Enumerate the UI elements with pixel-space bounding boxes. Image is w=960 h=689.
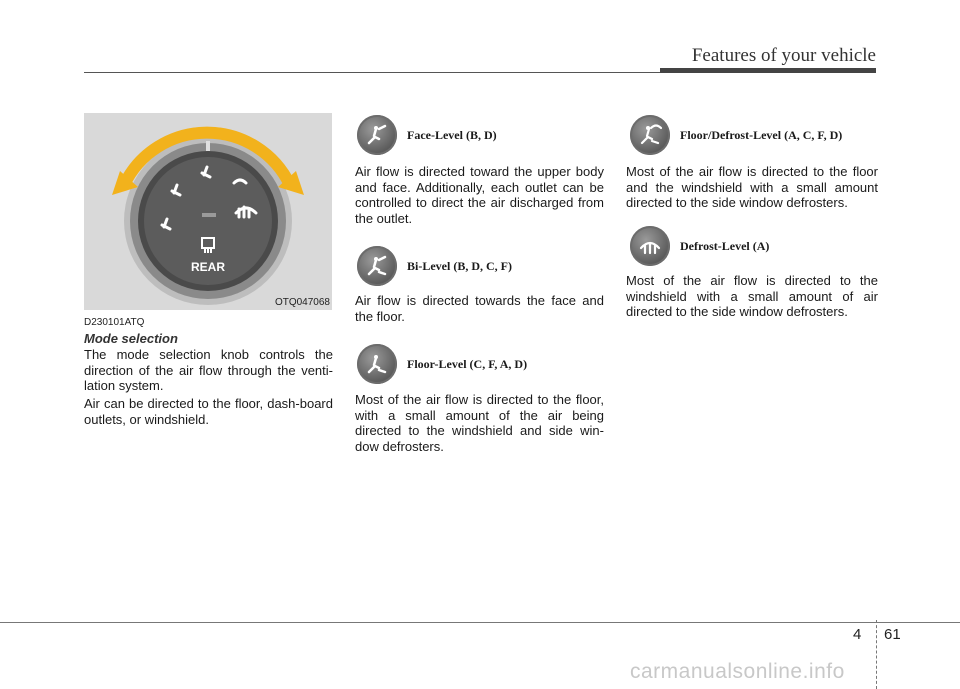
section-subtitle: Mode selection (84, 331, 178, 346)
mode-label: Floor/Defrost-Level (A, C, F, D) (680, 128, 843, 142)
outlets-paragraph: Air can be directed to the floor, dash-board outlets, or windshield. (84, 396, 333, 427)
footer-rule (0, 622, 960, 623)
bi-level-icon (357, 246, 397, 286)
floor-defrost-level-icon (630, 115, 670, 155)
floor-level-description: Most of the air flow is directed to the floor, with a small amount of the air being directed to the windshield and side win-dow defrosters. (355, 392, 604, 454)
face-level-icon (357, 115, 397, 155)
bi-level-description: Air flow is directed towards the face and the floor. (355, 293, 604, 324)
page-number: 61 (884, 626, 901, 643)
mode-label: Defrost-Level (A) (680, 239, 770, 253)
mode-label: Floor-Level (C, F, A, D) (407, 357, 528, 371)
rear-defrost-label: REAR (190, 260, 226, 274)
mode-knob-figure (84, 113, 332, 310)
mode-label: Bi-Level (B, D, C, F) (407, 259, 512, 273)
mode-knob-illustration (84, 113, 332, 310)
footer-divider (876, 620, 878, 689)
mode-label: Face-Level (B, D) (407, 128, 497, 142)
chapter-number: 4 (853, 626, 862, 643)
figure-code: OTQ047068 (274, 297, 330, 308)
defrost-level-description: Most of the air flow is directed to the windshield with a small amount of air directed to the side window defrosters. (626, 273, 878, 319)
header-rule-accent (660, 68, 876, 73)
floor-defrost-level-description: Most of the air flow is directed to the floor and the windshield with a small amount directed to the side window defrosters. (626, 164, 878, 210)
face-level-description: Air flow is directed toward the upper body and face. Additionally, each outlet can be controlled to direct the air discharged from the outlet. (355, 164, 604, 226)
floor-level-icon (357, 344, 397, 384)
watermark: carmanualsonline.info (630, 660, 845, 683)
section-code: D230101ATQ (84, 317, 145, 328)
defrost-level-icon (630, 226, 670, 266)
intro-paragraph: The mode selection knob controls the direction of the air flow through the venti-lation system. (84, 347, 333, 393)
section-header-title: Features of your vehicle (691, 45, 876, 66)
